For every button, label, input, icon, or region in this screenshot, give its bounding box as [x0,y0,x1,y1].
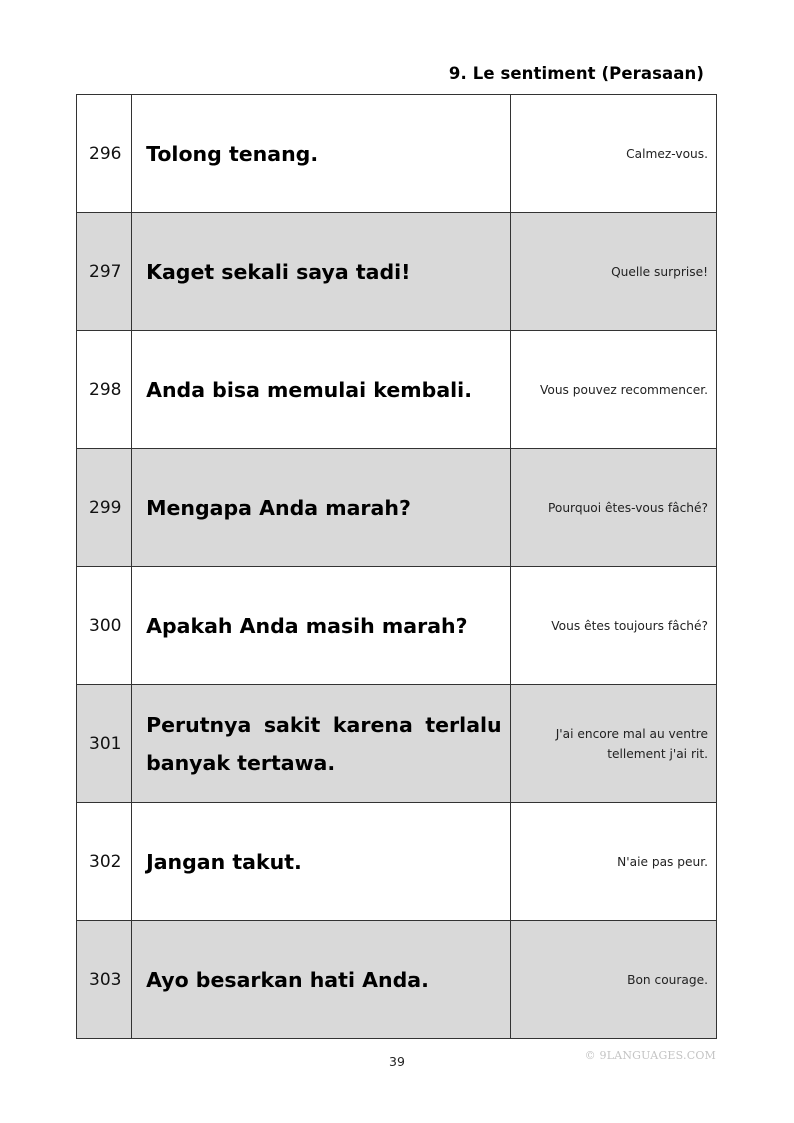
french-translation: Quelle surprise! [510,213,716,331]
section-title: 9. Le sentiment (Perasaan) [448,64,704,83]
watermark: © 9LANGUAGES.COM [584,1049,716,1062]
phrase-number: 299 [77,449,132,567]
french-translation: Bon courage. [510,921,716,1039]
indonesian-phrase: Jangan takut. [132,803,511,921]
phrase-number: 298 [77,331,132,449]
indonesian-phrase: Apakah Anda masih marah? [132,567,511,685]
french-translation: Pourquoi êtes-vous fâché? [510,449,716,567]
phrase-number: 296 [77,95,132,213]
phrase-number: 302 [77,803,132,921]
indonesian-phrase: Tolong tenang. [132,95,511,213]
french-translation: J'ai encore mal au ventre tellement j'ai rit. [510,685,716,803]
table-row [77,921,717,1039]
indonesian-phrase: Ayo besarkan hati Anda. [132,921,511,1039]
table-row [77,685,717,803]
phrase-number: 297 [77,213,132,331]
table-row [77,331,717,449]
french-translation: Calmez-vous. [510,95,716,213]
table-row [77,95,717,213]
phrase-number: 301 [77,685,132,803]
table-row [77,567,717,685]
table-row [77,803,717,921]
indonesian-phrase: Anda bisa memulai kembali. [132,331,511,449]
table-row [77,213,717,331]
phrase-table [76,94,717,1039]
french-translation: Vous êtes toujours fâché? [510,567,716,685]
indonesian-phrase: Perutnya sakit karena terlalu banyak tertawa. [132,685,511,803]
phrase-number: 303 [77,921,132,1039]
phrase-number: 300 [77,567,132,685]
french-translation: Vous pouvez recommencer. [510,331,716,449]
french-translation: N'aie pas peur. [510,803,716,921]
indonesian-phrase: Kaget sekali saya tadi! [132,213,511,331]
indonesian-phrase: Mengapa Anda marah? [132,449,511,567]
page-number: 39 [389,1054,405,1069]
table-row [77,449,717,567]
